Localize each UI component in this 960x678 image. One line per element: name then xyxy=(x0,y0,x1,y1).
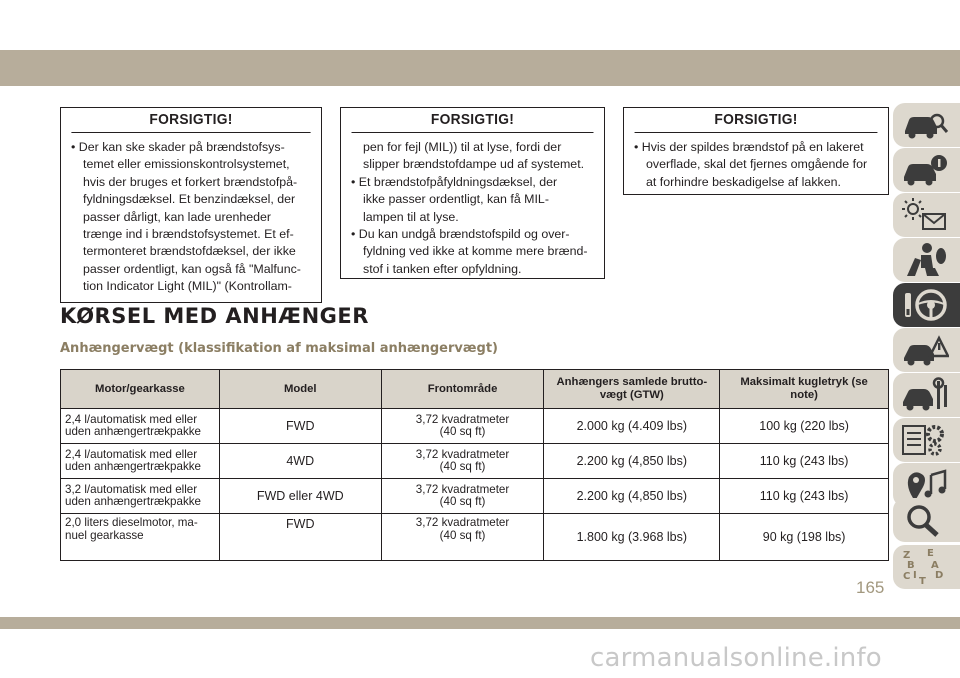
caution-line: • Der kan ske skader på brændstofsys- xyxy=(71,140,285,154)
language-index-icon xyxy=(901,547,949,585)
roadside-hazard-icon xyxy=(901,332,949,368)
caution-line: • Hvis der spildes brændstof på en lakeret xyxy=(634,140,864,154)
caution-line: trænge ind i brændstofsystemet. Et ef- xyxy=(83,227,294,242)
caution-line: lampen til at lyse. xyxy=(363,209,459,224)
caution-line: slipper brændstofdampe ud af systemet. xyxy=(363,157,585,172)
caution-line: hvis der bruges et forkert brændstofpå- xyxy=(83,174,298,189)
column-header: Frontområde xyxy=(381,370,544,409)
caution-line: • Du kan undgå brændstofspild og over- xyxy=(351,227,570,242)
warning-lights-message-icon xyxy=(901,197,949,233)
caution-line: temet eller emissionskontrolsystemet, xyxy=(83,157,290,172)
column-header: Anhængers samlede brutto- vægt (GTW) xyxy=(544,370,720,409)
watermark: carmanualsonline.info xyxy=(590,643,882,673)
subsection-title: Anhængervægt (klassifikation af maksimal anhængervægt) xyxy=(60,341,498,356)
table-cell: 2.200 kg (4,850 lbs) xyxy=(544,444,720,479)
table-cell: 2,4 l/automatisk med eller uden anhængertrækpakke xyxy=(61,409,220,444)
column-header: Model xyxy=(219,370,381,409)
table-cell: 3,72 kvadratmeter (40 sq ft) xyxy=(381,409,544,444)
table-cell: 90 kg (198 lbs) xyxy=(720,514,889,561)
chapter-tab-1[interactable] xyxy=(893,103,960,147)
caution-line: at forhindre beskadigelse af lakken. xyxy=(646,174,841,189)
section-title: KØRSEL MED ANHÆNGER xyxy=(60,304,369,328)
table-cell: 3,72 kvadratmeter (40 sq ft) xyxy=(381,444,544,479)
index-letter: D xyxy=(935,570,944,581)
table-row xyxy=(61,444,889,479)
caution-box-1 xyxy=(60,107,322,303)
chapter-tab-4[interactable] xyxy=(893,238,960,282)
car-maintenance-tools-icon xyxy=(901,377,949,413)
table-row xyxy=(61,514,889,561)
caution-line: fyldning ved ikke at komme mere brænd- xyxy=(363,244,588,259)
caution-line: • Et brændstofpåfyldningsdæksel, der xyxy=(351,174,558,189)
caution-line: tion Indicator Light (MIL)" (Kontrollam- xyxy=(83,279,292,294)
towing-weight-table xyxy=(60,369,889,561)
table-row xyxy=(61,409,889,444)
index-letter: C xyxy=(903,571,911,582)
index-letter: T xyxy=(919,576,926,585)
chapter-tab-11[interactable] xyxy=(893,545,960,589)
index-letter: Z xyxy=(903,550,911,561)
table-cell: 2,4 l/automatisk med eller uden anhængertrækpakke xyxy=(61,444,220,479)
caution-line: ikke passer ordentligt, kan få MIL- xyxy=(363,192,549,207)
column-header: Motor/gearkasse xyxy=(61,370,220,409)
caution-heading: FORSIGTIG! xyxy=(635,108,878,133)
caution-box-2 xyxy=(340,107,605,279)
caution-line: overflade, skal det fjernes omgående for xyxy=(646,157,868,172)
table-cell: 2,0 liters dieselmotor, ma- nuel gearkasse xyxy=(61,514,220,561)
specifications-gears-icon xyxy=(901,422,949,458)
top-band xyxy=(0,50,960,86)
table-row xyxy=(61,479,889,514)
steering-key-icon xyxy=(901,287,949,323)
index-search-icon xyxy=(901,502,949,538)
caution-line: fyldningsdæksel. Et benzindæksel, der xyxy=(83,192,296,207)
chapter-tab-6[interactable] xyxy=(893,328,960,372)
caution-line: stof i tanken efter opfyldning. xyxy=(363,261,522,276)
index-letter: B xyxy=(907,560,915,571)
caution-body xyxy=(341,133,604,284)
car-search-icon xyxy=(901,107,949,143)
table-cell: FWD xyxy=(219,514,381,561)
table-cell: 110 kg (243 lbs) xyxy=(720,479,889,514)
chapter-tab-3[interactable] xyxy=(893,193,960,237)
table-cell: 3,2 l/automatisk med eller uden anhængertrækpakke xyxy=(61,479,220,514)
index-letter: E xyxy=(927,548,934,559)
table-cell: 100 kg (220 lbs) xyxy=(720,409,889,444)
caution-line: termonteret brændstofdæksel, der ikke xyxy=(83,244,296,259)
caution-line: pen for fejl (MIL)) til at lyse, fordi der xyxy=(363,140,562,154)
table-cell: 110 kg (243 lbs) xyxy=(720,444,889,479)
page-number: 165 xyxy=(856,578,885,597)
bottom-band xyxy=(0,617,960,629)
caution-body xyxy=(624,133,888,197)
chapter-tab-8[interactable] xyxy=(893,418,960,462)
caution-heading: FORSIGTIG! xyxy=(71,108,310,133)
index-letter: A xyxy=(931,560,939,571)
seat-airbag-icon xyxy=(901,242,949,278)
index-letter: I xyxy=(913,570,917,581)
caution-heading: FORSIGTIG! xyxy=(352,108,594,133)
table-cell: 4WD xyxy=(219,444,381,479)
caution-body xyxy=(61,133,321,302)
chapter-tab-5-active[interactable] xyxy=(893,283,960,327)
chapter-tab-10[interactable] xyxy=(893,498,960,542)
table-cell: 1.800 kg (3.968 lbs) xyxy=(544,514,720,561)
table-cell: 3,72 kvadratmeter (40 sq ft) xyxy=(381,514,544,561)
chapter-tab-2[interactable] xyxy=(893,148,960,192)
car-info-icon xyxy=(901,152,949,188)
chapter-tab-7[interactable] xyxy=(893,373,960,417)
table-cell: 2.000 kg (4.409 lbs) xyxy=(544,409,720,444)
caution-box-3 xyxy=(623,107,889,195)
caution-line: passer dårligt, kan lade urenheder xyxy=(83,209,272,224)
column-header: Maksimalt kugletryk (se note) xyxy=(720,370,889,409)
table-cell: 3,72 kvadratmeter (40 sq ft) xyxy=(381,479,544,514)
table-header-row xyxy=(61,370,889,409)
table-cell: FWD xyxy=(219,409,381,444)
table-cell: 2.200 kg (4,850 lbs) xyxy=(544,479,720,514)
table-cell: FWD eller 4WD xyxy=(219,479,381,514)
caution-line: passer ordentligt, kan også få "Malfunc- xyxy=(83,261,301,276)
